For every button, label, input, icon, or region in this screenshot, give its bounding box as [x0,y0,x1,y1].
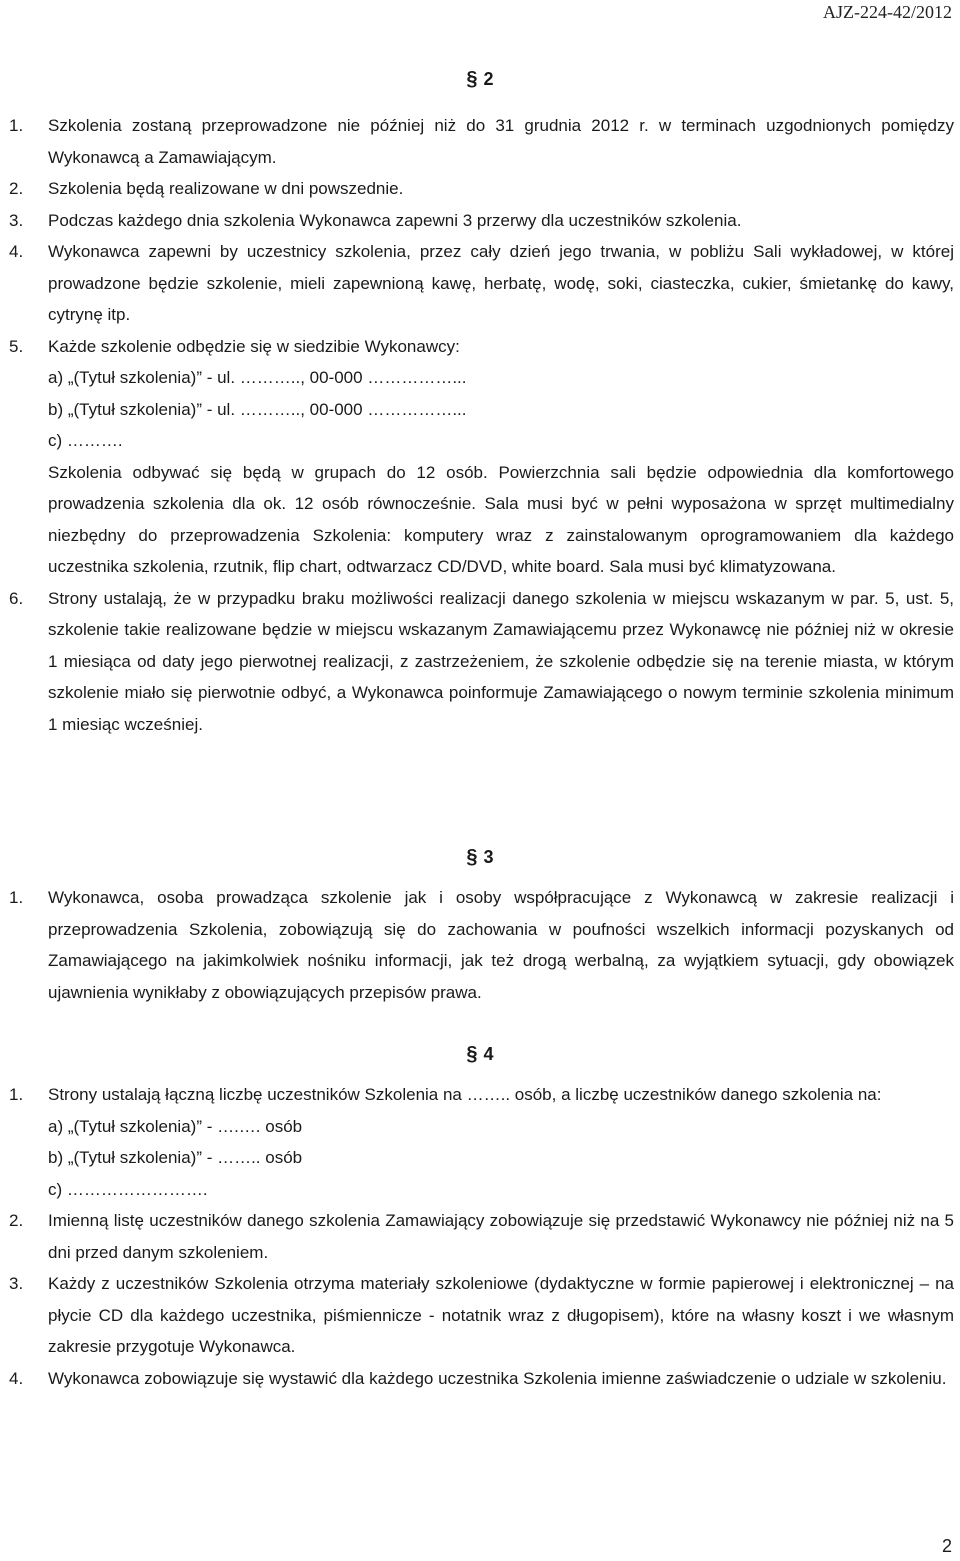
section-2-heading [0,68,960,91]
section-number: 3 [483,847,494,867]
page-number: 2 [941,1536,952,1556]
sub-item: c) ………. [48,431,123,450]
section-3-body [0,882,960,1008]
list-item: 4. Wykonawca zobowiązuje się wystawić dla każdego uczestnika Szkolenia imienne zaświadczenie o udziale w szkoleniu. [9,1368,947,1388]
list-item: 3. Każdy z uczestników Szkolenia otrzyma materiały szkoleniowe (dydaktyczne w formie papierowej i elektronicznej – na płycie CD dla każdego uczestnika, piśmiennicze - notatnik wraz z długopisem), które na własny koszt i we własnym zakresie przygotuje Wykonawca. [9,1274,954,1356]
section-symbol: § [466,1043,478,1065]
list-item: 2. Imienną listę uczestników danego szkolenia Zamawiający zobowiązuje się przedstawić Wykonawcy nie później niż na 5 dni przed danym szkoleniem. [9,1211,954,1262]
sub-item: a) „(Tytuł szkolenia)” - ….…. osób [48,1116,303,1136]
section-number: 2 [483,69,494,89]
section-number: 4 [483,1044,494,1064]
document-code: AJZ-224-42/2012 [823,2,952,22]
section-symbol: § [466,68,478,90]
sub-item: a) „(Tytuł szkolenia)” - ul. ……….., 00-000 ……………... [48,368,467,387]
section-2-body [0,110,960,740]
section-4-heading [0,1043,960,1066]
sub-item: b) „(Tytuł szkolenia)” - ul. ……….., 00-000 ……………... [48,399,467,419]
sub-item: b) „(Tytuł szkolenia)” - …….. osób [48,1148,303,1167]
section-3-heading [0,846,960,869]
list-item: 5. Każde szkolenie odbędzie się w siedzibie Wykonawcy: [9,336,460,356]
list-item: 1. Szkolenia zostaną przeprowadzone nie później niż do 31 grudnia 2012 r. w terminach uzgodnionych pomiędzy Wykonawcą a Zamawiającym. [9,116,954,167]
paragraph: Szkolenia odbywać się będą w grupach do 12 osób. Powierzchnia sali będzie odpowiednia dla komfortowego prowadzenia szkolenia dla ok. 12 osób równocześnie. Sala musi być w pełni wyposażona w sprzęt multimedialny niezbędny do przeprowadzenia Szkolenia: komputery wraz z zainstalowanym oprogramowaniem dla każdego uczestnika szkolenia, rzutnik, flip chart, odtwarzacz CD/DVD, white board. Sala musi być klimatyzowana. [48,462,954,576]
list-item: 1. Strony ustalają łączną liczbę uczestników Szkolenia na …….. osób, a liczbę uczestników danego szkolenia na: [9,1085,882,1104]
list-item: 3. Podczas każdego dnia szkolenia Wykonawca zapewni 3 przerwy dla uczestników szkolenia. [9,210,742,230]
list-item: 1. Wykonawca, osoba prowadząca szkolenie jak i osoby współpracujące z Wykonawcą w zakresie realizacji i przeprowadzenia Szkolenia, zobowiązują się do zachowania w poufności wszelkich informacji pozyskanych od Zamawiającego na jakimkolwiek nośniku informacji, jak też drogą werbalną, za wyjątkiem sytuacji, gdy obowiązek ujawnienia wynikłaby z obowiązujących przepisów prawa. [9,888,954,1002]
list-item: 6. Strony ustalają, że w przypadku braku możliwości realizacji danego szkolenia w miejscu wskazanym w par. 5, ust. 5, szkolenie takie realizowane będzie w miejscu wskazanym Zamawiającemu przez Wykonawcę nie później niż w okresie 1 miesiąca od daty jego pierwotnej realizacji, z zastrzeżeniem, że szkolenie odbędzie się na terenie miasta, w którym szkolenie miało się pierwotnie odbyć, a Wykonawca poinformuje Zamawiającego o nowym terminie szkolenia minimum 1 miesiąc wcześniej. [9,588,954,734]
section-4-body [0,1079,960,1394]
list-item: 2. Szkolenia będą realizowane w dni powszednie. [9,179,404,198]
list-item: 4. Wykonawca zapewni by uczestnicy szkolenia, przez cały dzień jego trwania, w pobliżu Sali wykładowej, w której prowadzone będzie szkolenie, mieli zapewnioną kawę, herbatę, wodę, soki, ciasteczka, cukier, śmietankę do kawy, cytrynę itp. [9,242,954,324]
sub-item: c) ……………………. [48,1179,208,1199]
section-symbol: § [466,846,478,868]
